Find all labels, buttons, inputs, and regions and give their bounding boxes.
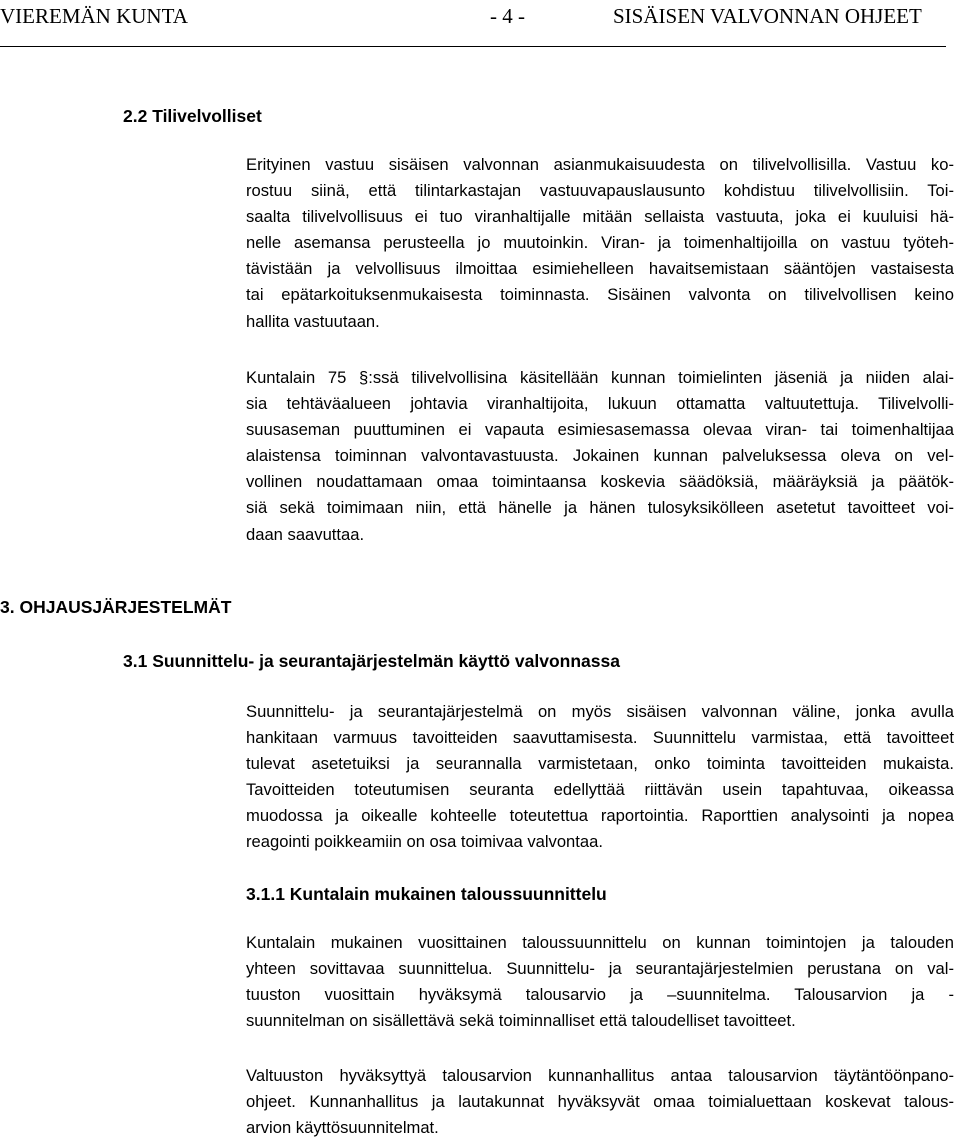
text-line: suusaseman puuttuminen ei vapauta esimiesasemassa olevaa viran- tai toimenhaltijaa xyxy=(246,420,954,440)
paragraph-3-1 xyxy=(246,699,954,856)
text-line: tävistään ja velvollisuus ilmoittaa esimiehelleen havaitsemistaan sääntöjen vastaisesta xyxy=(246,259,954,279)
text-line: saalta tilivelvollisuus ei tuo viranhaltijalle mitään sellaista vastuuta, joka ei kuuluisi hä- xyxy=(246,207,954,227)
text-line: hallita vastuutaan. xyxy=(246,311,380,331)
header-page-number: - 4 - xyxy=(490,4,525,28)
text-line: reagointi poikkeamiin on osa toimivaa valvontaa. xyxy=(246,832,603,852)
text-line: tai epätarkoituksenmukaisesta toiminnasta. Sisäinen valvonta on tilivelvollisen keino xyxy=(246,285,954,305)
text-line: suunnitelman on sisällettävä sekä toiminnalliset että taloudelliset tavoitteet. xyxy=(246,1011,796,1031)
header-divider xyxy=(0,46,946,47)
header-document-title: SISÄISEN VALVONNAN OHJEET xyxy=(613,4,922,28)
text-line: Kuntalain mukainen vuosittainen taloussuunnittelu on kunnan toimintojen ja talouden xyxy=(246,933,954,952)
header-municipality: VIEREMÄN KUNTA xyxy=(0,4,188,28)
text-line: alaistensa toiminnan valvontavastuusta. Jokainen kunnan palveluksessa oleva on vel- xyxy=(246,446,954,466)
text-line: daan saavuttaa. xyxy=(246,524,365,544)
text-line: yhteen sovittavaa suunnittelua. Suunnittelu- ja seurantajärjestelmien perustana on val- xyxy=(246,959,954,979)
text-line: rostuu siinä, että tilintarkastajan vastuuvapauslausunto kohdistuu tilivelvollisiin. Toi- xyxy=(246,181,954,201)
text-line: muodossa ja oikealle kohteelle toteutettua raportointia. Raporttien analysointi ja nopea xyxy=(246,806,954,826)
text-line: Valtuuston hyväksyttyä talousarvion kunnanhallitus antaa talousarvion täytäntöönpano- xyxy=(246,1066,954,1085)
heading-3-1-1: 3.1.1 Kuntalain mukainen taloussuunnittelu xyxy=(246,884,607,904)
text-line: Kuntalain 75 §:ssä tilivelvollisina käsitellään kunnan toimielinten jäseniä ja niiden alai- xyxy=(246,368,954,387)
page-header xyxy=(0,0,960,34)
paragraph-2-2-b xyxy=(246,365,954,548)
paragraph-3-1-1-a xyxy=(246,930,954,1034)
text-line: siä sekä toimimaan niin, että hänelle ja hänen tulosyksikölleen asetetut tavoitteet voi- xyxy=(246,498,954,518)
text-line: tuuston vuosittain hyväksymä talousarvio ja –suunnitelma. Talousarvion ja - xyxy=(246,985,954,1005)
heading-3-1: 3.1 Suunnittelu- ja seurantajärjestelmän käyttö valvonnassa xyxy=(123,651,620,671)
text-line: tulevat asetetuiksi ja seurannalla varmistetaan, onko toiminta tavoitteiden mukaista. xyxy=(246,754,954,774)
text-line: ohjeet. Kunnanhallitus ja lautakunnat hyväksyvät omaa toimialuettaan koskevat talous- xyxy=(246,1092,954,1112)
text-line: sia tehtäväalueen johtavia viranhaltijoita, lukuun ottamatta valtuutettuja. Tilivelvolli- xyxy=(246,394,954,414)
text-line: arvion käyttösuunnitelmat. xyxy=(246,1118,439,1138)
text-line: nelle asemansa perusteella jo muutoinkin. Viran- ja toimenhaltijoilla on vastuu työteh- xyxy=(246,233,954,253)
text-line: vollinen noudattamaan omaa toimintaansa koskevia säädöksiä, määräyksiä ja päätök- xyxy=(246,472,954,492)
paragraph-2-2-a xyxy=(246,152,954,335)
text-line: hankitaan varmuus tavoitteiden saavuttamisesta. Suunnittelu varmistaa, että tavoitteet xyxy=(246,728,954,748)
heading-2-2: 2.2 Tilivelvolliset xyxy=(123,106,262,126)
text-line: Erityinen vastuu sisäisen valvonnan asianmukaisuudesta on tilivelvollisilla. Vastuu ko- xyxy=(246,155,954,174)
paragraph-3-1-1-b xyxy=(246,1063,954,1141)
heading-3: 3. OHJAUSJÄRJESTELMÄT xyxy=(0,597,232,617)
text-line: Suunnittelu- ja seurantajärjestelmä on myös sisäisen valvonnan väline, jonka avulla xyxy=(246,702,954,721)
text-line: Tavoitteiden toteutumisen seuranta edellyttää riittävän usein tapahtuvaa, oikeassa xyxy=(246,780,954,800)
